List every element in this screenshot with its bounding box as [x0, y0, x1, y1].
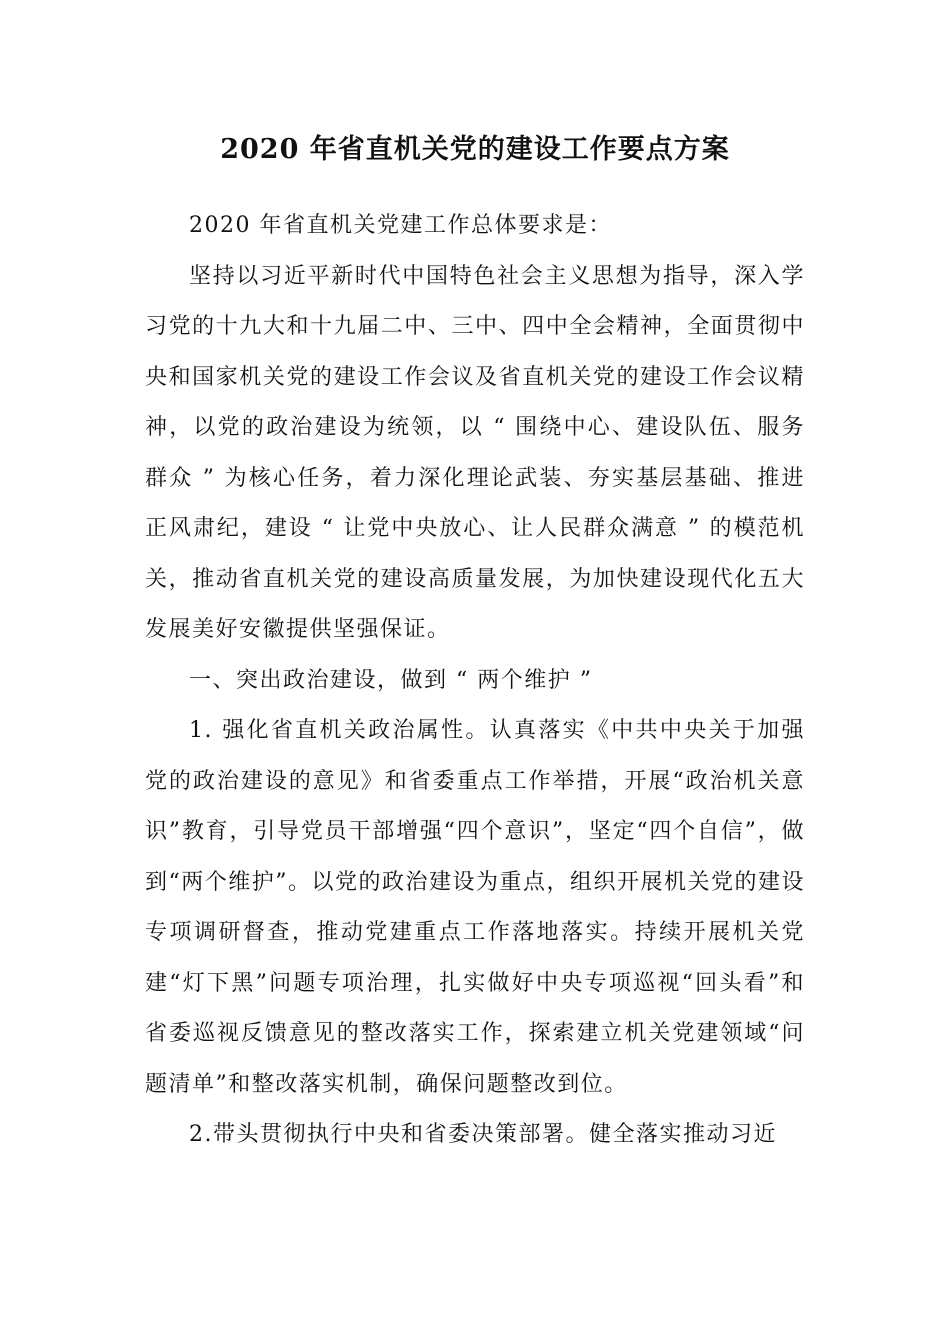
document-body — [145, 201, 805, 1161]
section-heading-1: 一、突出政治建设，做到 “ 两个维护 ” — [189, 667, 593, 693]
paragraph-item-1: 1. 强化省直机关政治属性。认真落实《中共中央关于加强党的政治建设的意见》和省委重点工作举措，开展“政治机关意识”教育，引导党员干部增强“四个意识”，坚定“四个自信”，做到“两个维护”。以党的政治建设为重点，组织开展机关党的建设专项调研督查，推动党建重点工作落地落实。持续开展机关党建“灯下黑”问题专项治理，扎实做好中央专项巡视“回头看”和省委巡视反馈意见的整改落实工作，探索建立机关党建领域“问题清单”和整改落实机制，确保问题整改到位。 — [145, 718, 805, 1097]
document-title: 2020 年省直机关党的建设工作要点方案 — [220, 134, 730, 165]
paragraph-item-2: 2.带头贯彻执行中央和省委决策部署。健全落实推动习近 — [189, 1122, 777, 1147]
paragraph-general-requirement: 2020 年省直机关党建工作总体要求是： — [189, 213, 612, 238]
paragraph-guiding-principle: 坚持以习近平新时代中国特色社会主义思想为指导，深入学习党的十九大和十九届二中、三中、四中全会精神，全面贯彻中央和国家机关党的建设工作会议及省直机关党的建设工作会议精神，以党的政治建设为统领，以 “ 围绕中心、建设队伍、服务群众 ” 为核心任务，着力深化理论武装、夯实基层基础、推进正风肃纪，建设 “ 让党中央放心、让人民群众满意 ” 的模范机关，推动省直机关党的建设高质量发展，为加快建设现代化五大发展美好安徽提供坚强保证。 — [145, 263, 805, 642]
